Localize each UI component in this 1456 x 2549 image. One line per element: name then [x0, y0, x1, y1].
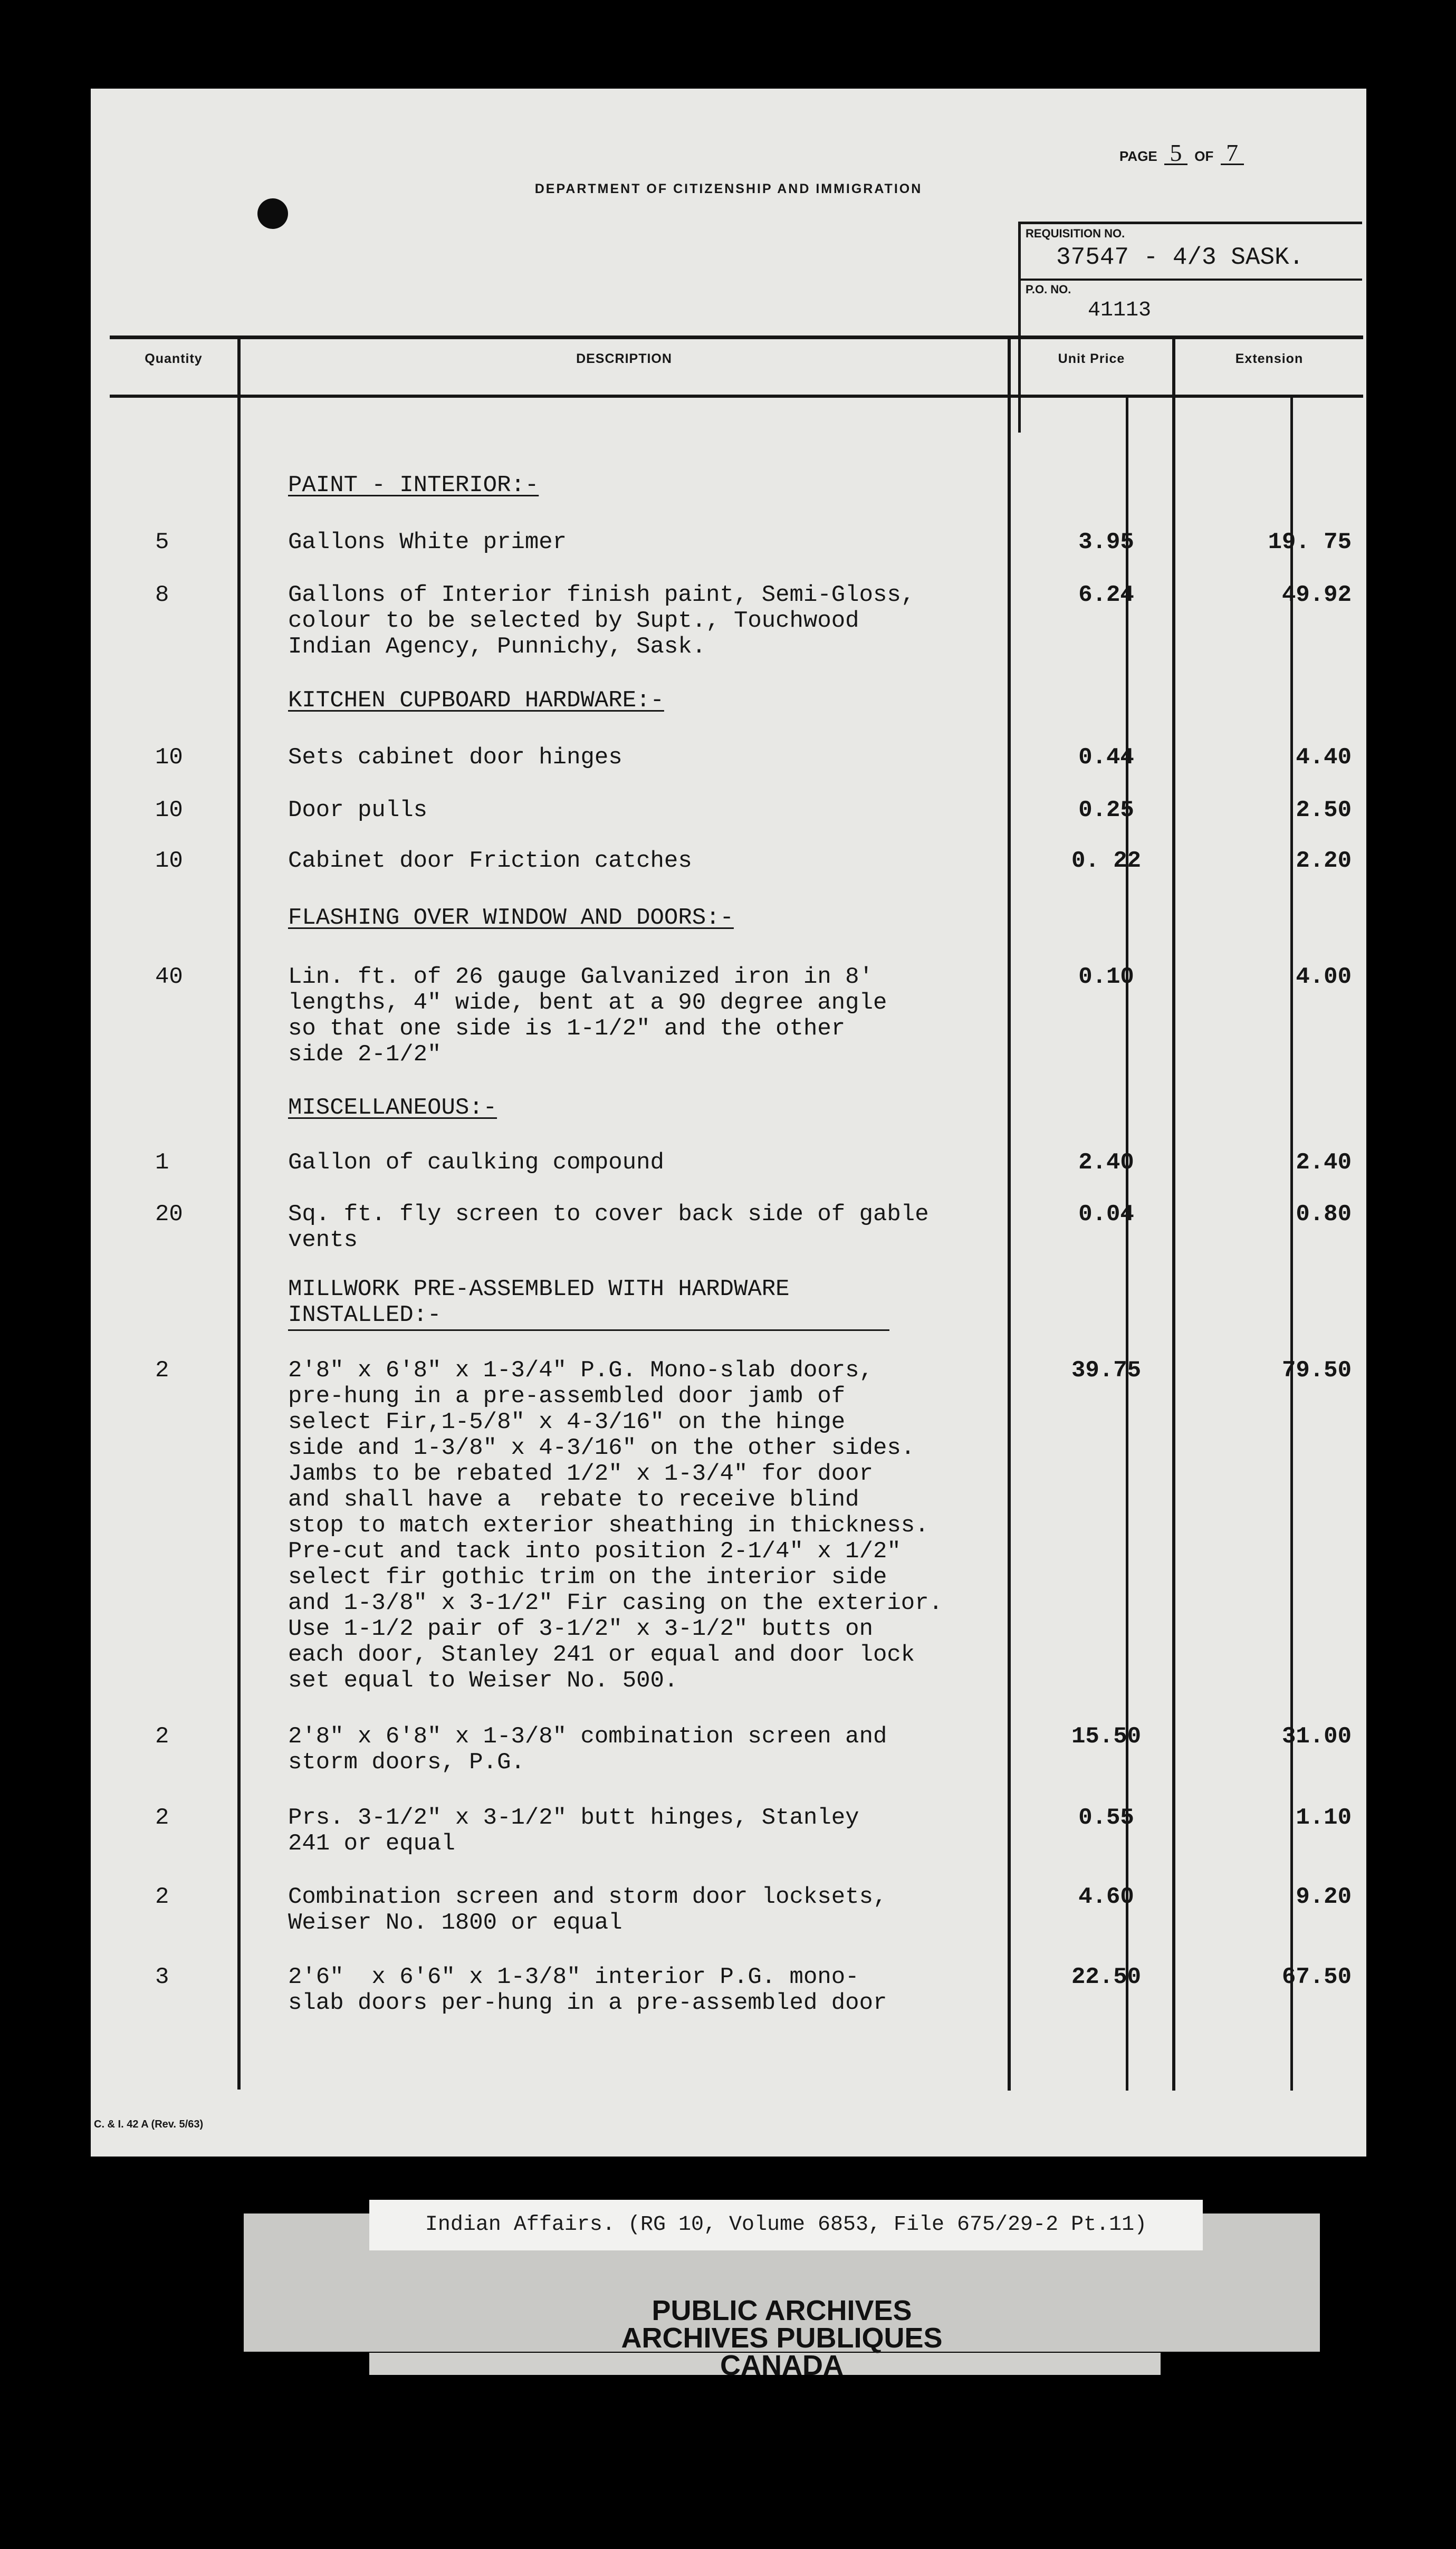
item-quantity: 10 [155, 848, 183, 874]
archive-line-1: PUBLIC ARCHIVES [652, 2295, 912, 2326]
department-title: DEPARTMENT OF CITIZENSHIP AND IMMIGRATION [534, 181, 923, 196]
item-extension: 79.50 [1281, 1357, 1352, 1384]
archive-reference: Indian Affairs. (RG 10, Volume 6853, File 675/29-2 Pt.11) [425, 2213, 1147, 2237]
section-millwork-underline [288, 1329, 889, 1331]
page-total: 7 [1221, 142, 1244, 165]
item-quantity: 2 [155, 1805, 169, 1831]
item-description: Prs. 3-1/2" x 3-1/2" butt hinges, Stanley 241 or equal [288, 1805, 859, 1857]
requisition-divider [1018, 279, 1362, 281]
requisition-page [91, 89, 1366, 2157]
item-extension: 49.92 [1281, 582, 1352, 608]
item-quantity: 40 [155, 964, 183, 990]
item-quantity: 2 [155, 1357, 169, 1384]
item-unit-price: 6.24 [1078, 582, 1134, 608]
item-description: Sets cabinet door hinges [288, 744, 622, 771]
unit-price-column-header: Unit Price [1058, 351, 1125, 366]
po-number: 41113 [1088, 299, 1152, 322]
item-extension: 0.80 [1296, 1201, 1352, 1228]
po-label: P.O. NO. [1026, 283, 1071, 296]
section-millwork: MILLWORK PRE-ASSEMBLED WITH HARDWARE INSTALLED:- [288, 1276, 790, 1328]
item-quantity: 3 [155, 1964, 169, 1990]
requisition-box-left [1018, 222, 1021, 433]
item-unit-price: 0. 22 [1071, 848, 1142, 874]
item-description: Door pulls [288, 797, 428, 823]
item-unit-price: 0.44 [1078, 744, 1134, 771]
section-paint-interior: PAINT - INTERIOR:- [288, 472, 539, 499]
item-description: 2'8" x 6'8" x 1-3/8" combination screen and storm doors, P.G. [288, 1723, 887, 1776]
item-unit-price: 2.40 [1078, 1149, 1134, 1176]
item-quantity: 10 [155, 797, 183, 823]
page-indicator [1119, 139, 1247, 166]
item-extension: 31.00 [1281, 1723, 1352, 1750]
description-column-header: DESCRIPTION [576, 351, 672, 366]
item-extension: 2.50 [1296, 797, 1352, 823]
quantity-column-header: Quantity [145, 351, 203, 366]
item-quantity: 5 [155, 529, 169, 555]
requisition-box-top [1018, 222, 1362, 224]
extension-column-header: Extension [1235, 351, 1304, 366]
extension-decimal-rule [1290, 395, 1293, 2091]
of-label: OF [1194, 148, 1214, 164]
item-extension: 19. 75 [1268, 529, 1352, 555]
archive-line-2: ARCHIVES PUBLIQUES [621, 2322, 943, 2354]
item-description: Gallons of Interior finish paint, Semi-Gloss, colour to be selected by Supt., Touchwood Indian Agency, Punnichy, Sask. [288, 582, 915, 660]
archive-stamp [244, 2297, 1320, 2379]
item-description: Sq. ft. fly screen to cover back side of gable vents [288, 1201, 929, 1253]
item-description: Combination screen and storm door locksets, Weiser No. 1800 or equal [288, 1884, 887, 1936]
item-description: 2'6" x 6'6" x 1-3/8" interior P.G. mono- slab doors per-hung in a pre-assembled door [288, 1964, 887, 2016]
item-extension: 9.20 [1296, 1884, 1352, 1910]
section-flashing: FLASHING OVER WINDOW AND DOORS:- [288, 905, 734, 931]
item-unit-price: 0.55 [1078, 1805, 1134, 1831]
item-quantity: 20 [155, 1201, 183, 1228]
item-unit-price: 0.25 [1078, 797, 1134, 823]
item-unit-price: 3.95 [1078, 529, 1134, 555]
item-quantity: 10 [155, 744, 183, 771]
page-number: 5 [1164, 142, 1187, 165]
item-extension: 1.10 [1296, 1805, 1352, 1831]
item-quantity: 8 [155, 582, 169, 608]
item-extension: 4.40 [1296, 744, 1352, 771]
unit-price-decimal-rule [1126, 395, 1128, 2091]
item-extension: 67.50 [1281, 1964, 1352, 1990]
quantity-column-rule [237, 336, 241, 2090]
item-description: Cabinet door Friction catches [288, 848, 692, 874]
item-description: Gallon of caulking compound [288, 1149, 664, 1176]
requisition-label: REQUISITION NO. [1026, 227, 1125, 240]
item-unit-price: 39.75 [1071, 1357, 1142, 1384]
item-description: Gallons White primer [288, 529, 567, 555]
item-unit-price: 22.50 [1071, 1964, 1142, 1990]
item-unit-price: 15.50 [1071, 1723, 1142, 1750]
item-unit-price: 4.60 [1078, 1884, 1134, 1910]
archive-line-3: CANADA [720, 2350, 844, 2381]
item-quantity: 1 [155, 1149, 169, 1176]
item-unit-price: 0.10 [1078, 964, 1134, 990]
item-quantity: 2 [155, 1723, 169, 1750]
item-extension: 4.00 [1296, 964, 1352, 990]
punch-hole [257, 198, 288, 229]
item-quantity: 2 [155, 1884, 169, 1910]
page-label: PAGE [1119, 148, 1157, 164]
item-unit-price: 0.04 [1078, 1201, 1134, 1228]
section-kitchen-cupboard-hardware: KITCHEN CUPBOARD HARDWARE:- [288, 687, 664, 714]
form-code: C. & I. 42 A (Rev. 5/63) [94, 2119, 204, 2130]
item-description: Lin. ft. of 26 gauge Galvanized iron in 8' lengths, 4" wide, bent at a 90 degree angle so that one side is 1-1/2" and the other side 2-1/2" [288, 964, 887, 1068]
requisition-number: 37547 - 4/3 SASK. [1056, 244, 1304, 271]
item-description: 2'8" x 6'8" x 1-3/4" P.G. Mono-slab doors, pre-hung in a pre-assembled door jamb of select Fir,1-5/8" x 4-3/16" on the hinge side and 1-3/8" x 4-3/16" on the other sides. Jambs to be rebated 1/2" x 1-3/4" for door and shall have a rebate to receive blind stop to match exterior sheathing in thickness. Pre-cut and tack into position 2-1/4" x 1/2" select fir gothic trim on the interior side and 1-3/8" x 3-1/2" Fir casing on the exterior. Use 1-1/2 pair of 3-1/2" x 3-1/2" butts on each door, Stanley 241 or equal and door lock set equal to Weiser No. 500. [288, 1357, 943, 1694]
section-miscellaneous: MISCELLANEOUS:- [288, 1095, 497, 1121]
item-extension: 2.40 [1296, 1149, 1352, 1176]
item-extension: 2.20 [1296, 848, 1352, 874]
